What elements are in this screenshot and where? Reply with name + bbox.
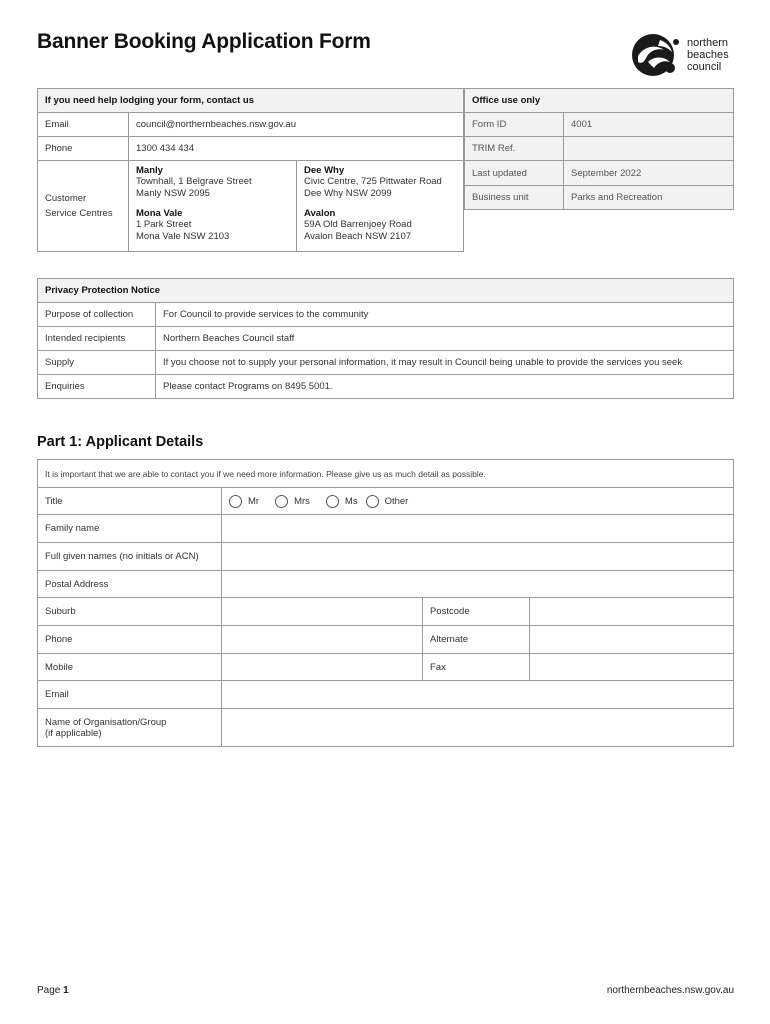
phone-field[interactable]	[222, 626, 423, 654]
service-centres-label-line2: Service Centres	[45, 208, 113, 219]
centre-cell-left	[129, 161, 297, 252]
centre-name: Avalon	[304, 208, 336, 219]
help-heading: If you need help lodging your form, contact us	[38, 89, 464, 113]
privacy-supply-label: Supply	[38, 351, 156, 375]
privacy-supply-value: If you choose not to supply your personal information, it may result in Council being unable to provide the services you seek	[156, 351, 734, 375]
privacy-purpose-label: Purpose of collection	[38, 303, 156, 327]
family-name-field[interactable]	[222, 515, 734, 543]
office-unit-value: Parks and Recreation	[564, 186, 734, 210]
logo-word-1: northern	[687, 37, 728, 49]
suburb-field[interactable]	[222, 598, 423, 626]
centre-line1: Townhall, 1 Belgrave Street	[136, 176, 252, 187]
title-radio-ms[interactable]	[326, 495, 358, 508]
centre-mona-vale	[136, 208, 289, 243]
radio-circle-icon[interactable]	[366, 495, 379, 508]
centre-name: Dee Why	[304, 165, 345, 176]
alternate-label: Alternate	[423, 626, 530, 654]
council-logo	[630, 32, 740, 78]
postal-address-label: Postal Address	[38, 571, 222, 598]
organisation-field[interactable]	[222, 709, 734, 747]
centre-manly	[136, 165, 289, 200]
privacy-recipients-label: Intended recipients	[38, 327, 156, 351]
postal-address-field[interactable]	[222, 571, 734, 598]
fax-label: Fax	[423, 654, 530, 681]
radio-label: Other	[384, 495, 409, 507]
office-form-id-value: 4001	[564, 113, 734, 137]
centre-line2: Avalon Beach NSW 2107	[304, 231, 412, 242]
office-trim-label: TRIM Ref.	[465, 137, 564, 161]
family-name-label: Family name	[38, 515, 222, 543]
help-phone-label: Phone	[38, 137, 129, 161]
postcode-label: Postcode	[423, 598, 530, 626]
given-names-label: Full given names (no initials or ACN)	[38, 543, 222, 571]
centre-avalon	[304, 208, 456, 243]
email-label: Email	[38, 681, 222, 709]
logo-word-2: beaches	[687, 49, 729, 61]
footer-website[interactable]: northernbeaches.nsw.gov.au	[606, 985, 734, 996]
privacy-heading: Privacy Protection Notice	[38, 279, 734, 303]
service-centres-label-line1: Customer	[45, 193, 87, 204]
office-updated-value: September 2022	[564, 161, 734, 186]
radio-label: Mr	[248, 495, 260, 507]
office-trim-value[interactable]	[564, 137, 734, 161]
privacy-recipients-value: Northern Beaches Council staff	[156, 327, 734, 351]
title-radio-mrs[interactable]	[275, 495, 310, 508]
email-field[interactable]	[222, 681, 734, 709]
centre-line1: 59A Old Barrenjoey Road	[304, 219, 412, 230]
mobile-label: Mobile	[38, 654, 222, 681]
alternate-field[interactable]	[530, 626, 734, 654]
office-use-table	[464, 88, 734, 210]
title-radio-mr[interactable]	[229, 495, 259, 508]
radio-circle-icon[interactable]	[229, 495, 242, 508]
radio-circle-icon[interactable]	[326, 495, 339, 508]
applicant-details-table	[37, 459, 734, 747]
centre-dee-why	[304, 165, 456, 200]
privacy-notice-table	[37, 278, 734, 399]
title-label: Title	[38, 488, 222, 515]
organisation-label	[38, 709, 222, 747]
mobile-field[interactable]	[222, 654, 423, 681]
logo-word-3: council	[687, 61, 722, 73]
title-options	[222, 488, 734, 515]
centre-line2: Manly NSW 2095	[136, 188, 210, 199]
centre-line1: 1 Park Street	[136, 219, 192, 230]
radio-label: Mrs	[294, 495, 310, 507]
organisation-label-line1: Name of Organisation/Group	[45, 716, 167, 728]
page-label: Page	[37, 985, 61, 996]
centre-line1: Civic Centre, 725 Pittwater Road	[304, 176, 442, 187]
part1-intro: It is important that we are able to contact you if we need more information. Please give us as much detail as possible.	[38, 460, 734, 488]
office-heading: Office use only	[465, 89, 734, 113]
council-logo-icon	[630, 32, 684, 78]
privacy-enquiries-value: Please contact Programs on 8495 5001.	[156, 375, 734, 399]
radio-label: Ms	[344, 495, 358, 507]
office-updated-label: Last updated	[465, 161, 564, 186]
page-title: Banner Booking Application Form	[37, 30, 371, 53]
help-email-label: Email	[38, 113, 129, 137]
phone-label: Phone	[38, 626, 222, 654]
centre-name: Mona Vale	[136, 208, 183, 219]
help-email-value[interactable]: council@northernbeaches.nsw.gov.au	[129, 113, 464, 137]
privacy-enquiries-label: Enquiries	[38, 375, 156, 399]
service-centres-label	[38, 161, 129, 252]
privacy-purpose-value: For Council to provide services to the community	[156, 303, 734, 327]
fax-field[interactable]	[530, 654, 734, 681]
help-phone-value[interactable]: 1300 434 434	[129, 137, 464, 161]
organisation-label-line2: (if applicable)	[45, 727, 102, 739]
suburb-label: Suburb	[38, 598, 222, 626]
page-number	[37, 985, 69, 996]
given-names-field[interactable]	[222, 543, 734, 571]
centre-cell-right	[297, 161, 464, 252]
postcode-field[interactable]	[530, 598, 734, 626]
centre-line2: Mona Vale NSW 2103	[136, 231, 230, 242]
part1-title: Part 1: Applicant Details	[37, 434, 204, 450]
centre-name: Manly	[136, 165, 163, 176]
title-radio-other[interactable]	[366, 495, 409, 508]
office-form-id-label: Form ID	[465, 113, 564, 137]
page-number-value: 1	[63, 985, 69, 996]
contact-help-table	[37, 88, 464, 252]
office-unit-label: Business unit	[465, 186, 564, 210]
radio-circle-icon[interactable]	[275, 495, 288, 508]
centre-line2: Dee Why NSW 2099	[304, 188, 392, 199]
